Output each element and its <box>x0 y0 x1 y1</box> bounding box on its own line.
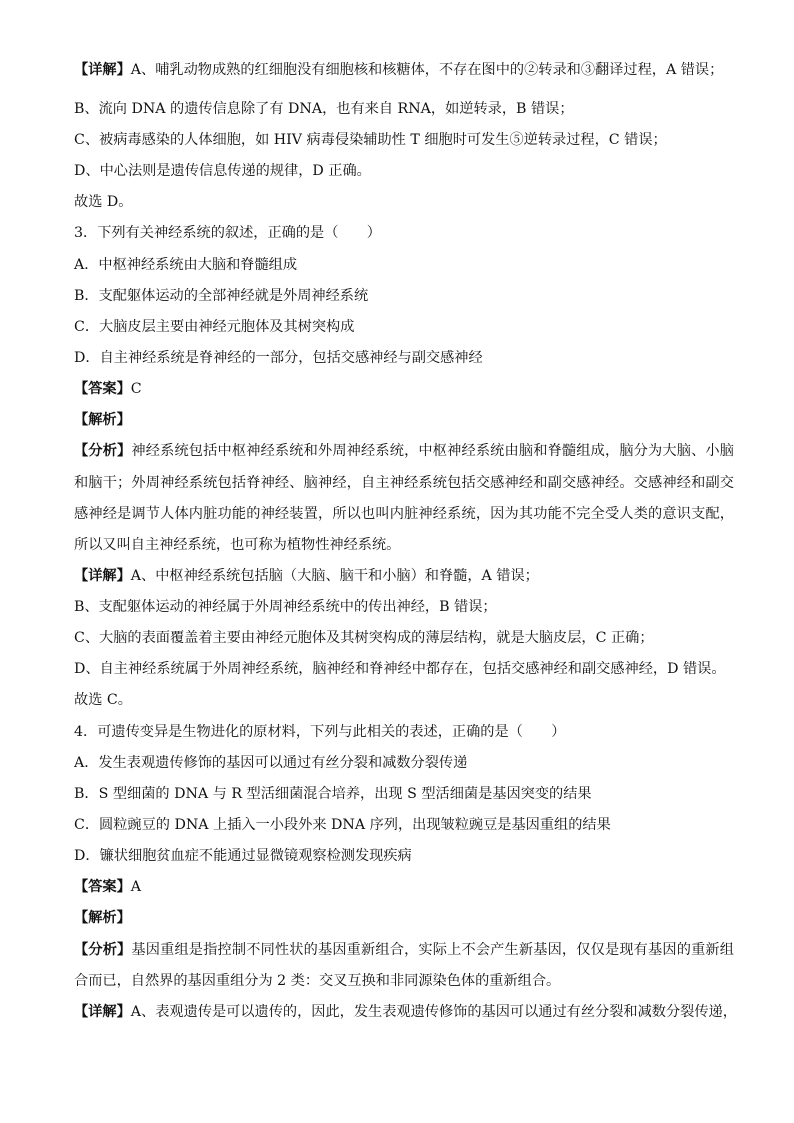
analysis-line: 合而已，自然界的基因重组分为 2 类：交叉互换和非同源染色体的重新组合。 <box>74 973 561 989</box>
question-stem: 3．下列有关神经系统的叙述，正确的是（ ） <box>74 225 381 241</box>
analysis-heading <box>74 907 734 929</box>
explanation-line: 【详解】A、哺乳动物成熟的红细胞没有细胞核和核糖体，不存在图中的②转录和③翻译过程，A 错误； <box>74 62 724 78</box>
analysis-line: 感神经是调节人体内脏功能的神经装置，所以也叫内脏神经系统，因为其功能不完全受人类的意识支配， <box>74 506 734 522</box>
analysis-line: 【分析】神经系统包括中枢神经系统和外周神经系统，中枢神经系统由脑和脊髓组成，脑分为大脑、小脑 <box>74 443 734 459</box>
answer-line: 【答案】C <box>74 381 142 397</box>
question-option: C．圆粒豌豆的 DNA 上插入一小段外来 DNA 序列，出现皱粒豌豆是基因重组的结果 <box>74 817 611 833</box>
answer-line: 【答案】A <box>74 879 142 895</box>
analysis-line: 所以又叫自主神经系统，也可称为植物性神经系统。 <box>74 537 401 553</box>
section-tag: 【分析】 <box>74 942 132 958</box>
question-option: D．镰状细胞贫血症不能通过显微镜观察检测发现疾病 <box>74 848 412 864</box>
analysis-line: 【分析】基因重组是指控制不同性状的基因重新组合，实际上不会产生新基因，仅仅是现有基因的重新组 <box>74 942 734 958</box>
question-option: B．支配躯体运动的全部神经就是外周神经系统 <box>74 288 369 304</box>
analysis-heading <box>74 409 734 431</box>
section-tag: 【详解】 <box>74 568 131 584</box>
section-tag: 【解析】 <box>74 910 131 926</box>
question-option: C．大脑皮层主要由神经元胞体及其树突构成 <box>74 319 355 335</box>
question-option: A．发生表观遗传修饰的基因可以通过有丝分裂和减数分裂传递 <box>74 755 468 771</box>
explanation-line: C、被病毒感染的人体细胞，如 HIV 病毒侵染辅助性 T 细胞时可发生⑤逆转录过程，C 错误； <box>74 132 667 148</box>
explanation-line: B、支配躯体运动的神经属于外周神经系统中的传出神经，B 错误； <box>74 599 497 615</box>
section-tag: 【分析】 <box>74 443 132 459</box>
explanation-line: D、中心法则是遗传信息传递的规律，D 正确。 <box>74 163 371 179</box>
explanation-line: D、自主神经系统属于外周神经系统，脑神经和脊神经中都存在，包括交感神经和副交感神经，D 错误。 <box>74 661 726 677</box>
explanation-line: C、大脑的表面覆盖着主要由神经元胞体及其树突构成的薄层结构，就是大脑皮层，C 正确； <box>74 630 654 646</box>
explanation-line: 【详解】A、中枢神经系统包括脑（大脑、脑干和小脑）和脊髓，A 错误； <box>74 568 539 584</box>
section-tag: 【答案】 <box>74 879 131 895</box>
answer-choice-line: 故选 C。 <box>74 692 132 708</box>
question-option: B．S 型细菌的 DNA 与 R 型活细菌混合培养，出现 S 型活细菌是基因突变的结果 <box>74 786 592 802</box>
question-stem: 4．可遗传变异是生物进化的原材料，下列与此相关的表述，正确的是（ ） <box>74 724 566 740</box>
section-tag: 【答案】 <box>74 381 131 397</box>
section-tag: 【详解】 <box>74 1004 131 1020</box>
section-tag: 【详解】 <box>74 62 131 78</box>
section-tag: 【解析】 <box>74 412 131 428</box>
answer-choice-line: 故选 D。 <box>74 194 133 210</box>
explanation-line: 【详解】A、表观遗传是可以遗传的，因此，发生表观遗传修饰的基因可以通过有丝分裂和减数分裂传递， <box>74 1004 737 1020</box>
question-option: D．自主神经系统是脊神经的一部分，包括交感神经与副交感神经 <box>74 350 483 366</box>
explanation-line: B、流向 DNA 的遗传信息除了有 DNA，也有来自 RNA，如逆转录，B 错误； <box>74 101 574 117</box>
analysis-line: 和脑干；外周神经系统包括脊神经、脑神经，自主神经系统包括交感神经和副交感神经。交感神经和副交 <box>74 475 734 491</box>
question-option: A．中枢神经系统由大脑和脊髓组成 <box>74 257 298 273</box>
